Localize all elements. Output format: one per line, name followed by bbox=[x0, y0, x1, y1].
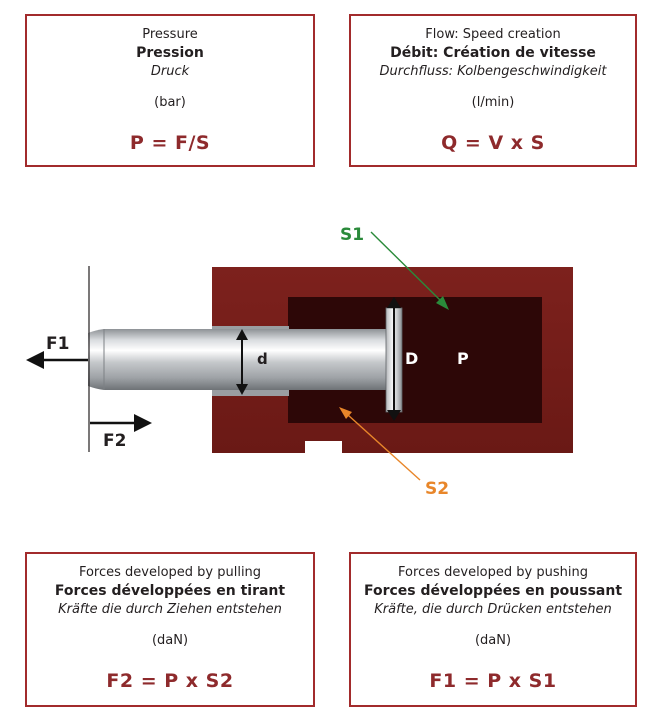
pushing-heading bbox=[351, 564, 635, 619]
flow-label-de: Durchfluss: Kolbengeschwindigkeit bbox=[379, 64, 607, 79]
flow-label-en: Flow: Speed creation bbox=[425, 27, 561, 42]
pulling-unit: (daN) bbox=[151, 633, 189, 648]
label-p: P bbox=[457, 349, 469, 368]
pressure-unit: (bar) bbox=[154, 95, 186, 110]
cylinder-diagram bbox=[0, 200, 663, 510]
pressure-label-de: Druck bbox=[150, 64, 190, 79]
flow-formula: Q = V x S bbox=[441, 132, 545, 154]
label-d: d bbox=[257, 350, 268, 368]
pulling-label-de: Kräfte die durch Ziehen entstehen bbox=[58, 602, 282, 617]
label-f2: F2 bbox=[103, 431, 127, 451]
pressure-box bbox=[25, 14, 315, 167]
pulling-label-fr: Forces développées en tirant bbox=[54, 583, 286, 599]
f2-force-arrow bbox=[90, 414, 152, 432]
pressure-label-fr: Pression bbox=[136, 45, 204, 61]
pulling-label-en: Forces developed by pulling bbox=[78, 565, 262, 580]
flow-label-fr: Débit: Création de vitesse bbox=[390, 45, 596, 61]
pulling-formula: F2 = P x S2 bbox=[106, 670, 234, 692]
pressure-heading bbox=[27, 26, 313, 81]
pushing-label-fr: Forces développées en poussant bbox=[363, 583, 623, 599]
pushing-label-de: Kräfte, die durch Drücken entstehen bbox=[374, 602, 612, 617]
pressure-formula: P = F/S bbox=[129, 132, 211, 154]
label-D: D bbox=[405, 349, 419, 368]
pulling-box bbox=[25, 552, 315, 707]
pushing-formula: F1 = P x S1 bbox=[429, 670, 557, 692]
pushing-label-en: Forces developed by pushing bbox=[398, 565, 588, 580]
flow-unit: (l/min) bbox=[471, 95, 515, 110]
label-s2: S2 bbox=[425, 479, 450, 499]
pulling-heading bbox=[27, 564, 313, 619]
pressure-label-en: Pressure bbox=[142, 27, 198, 42]
label-s1: S1 bbox=[340, 225, 365, 245]
pushing-unit: (daN) bbox=[474, 633, 512, 648]
pushing-box bbox=[349, 552, 637, 707]
flow-box bbox=[349, 14, 637, 167]
label-f1: F1 bbox=[46, 334, 70, 354]
flow-heading bbox=[351, 26, 635, 81]
